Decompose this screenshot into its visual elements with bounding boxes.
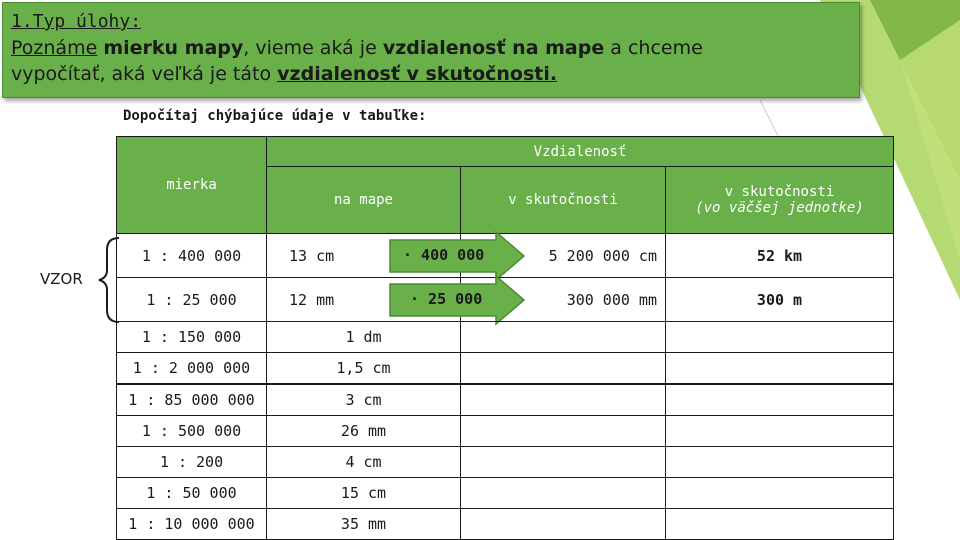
map-cell: 35 mm — [266, 508, 461, 540]
answer-real-big-cell[interactable] — [665, 384, 894, 416]
answer-real-cell[interactable] — [460, 446, 666, 478]
arrow-factor-label: · 25 000 — [410, 290, 483, 308]
vzor-bracket-icon — [95, 234, 125, 324]
col-header-scale: mierka — [116, 136, 267, 234]
scale-cell: 1 : 85 000 000 — [116, 384, 267, 416]
col-header-real: v skutočnosti — [460, 166, 666, 234]
col-header-real-big: v skutočnosti (vo väčšej jednotke) — [665, 166, 894, 234]
answer-real-big-cell[interactable] — [665, 415, 894, 447]
map-cell: 1 dm — [266, 321, 461, 353]
map-cell: 4 cm — [266, 446, 461, 478]
example-real-big-cell: 52 km — [665, 233, 894, 278]
answer-real-big-cell[interactable] — [665, 321, 894, 353]
group-header-distance: Vzdialenosť — [266, 136, 894, 167]
map-cell: 26 mm — [266, 415, 461, 447]
map-cell: 15 cm — [266, 477, 461, 509]
example-scale-cell: 1 : 25 000 — [116, 277, 267, 322]
answer-real-cell[interactable] — [460, 415, 666, 447]
example-real-cell: 5 200 000 cm — [460, 233, 666, 278]
instruction-text: Dopočítaj chýbajúce údaje v tabuľke: — [123, 108, 427, 124]
scale-cell: 1 : 10 000 000 — [116, 508, 267, 540]
task-description-line1: Poznáme mierku mapy, vieme aká je vzdialenosť na mape a chceme — [11, 37, 703, 59]
answer-real-cell[interactable] — [460, 352, 666, 384]
col-header-map: na mape — [266, 166, 461, 234]
answer-real-big-cell[interactable] — [665, 446, 894, 478]
scale-cell: 1 : 500 000 — [116, 415, 267, 447]
task-header — [2, 2, 860, 98]
task-description-line2: vypočítať, aká veľká je táto vzdialenosť v skutočnosti. — [11, 63, 558, 85]
answer-real-cell[interactable] — [460, 384, 666, 416]
answer-real-cell[interactable] — [460, 477, 666, 509]
vzor-label: VZOR — [40, 270, 83, 288]
answer-real-big-cell[interactable] — [665, 352, 894, 384]
arrow-factor-label: · 400 000 — [403, 246, 485, 264]
scale-cell: 1 : 2 000 000 — [116, 352, 267, 384]
example-real-big-cell: 300 m — [665, 277, 894, 322]
scale-cell: 1 : 200 — [116, 446, 267, 478]
scale-cell: 1 : 150 000 — [116, 321, 267, 353]
map-cell: 3 cm — [266, 384, 461, 416]
answer-real-cell[interactable] — [460, 508, 666, 540]
example-map-cell: 13 cm — [266, 233, 461, 278]
answer-real-big-cell[interactable] — [665, 477, 894, 509]
task-title: 1.Typ úlohy: — [11, 11, 142, 32]
example-scale-cell: 1 : 400 000 — [116, 233, 267, 278]
answer-real-big-cell[interactable] — [665, 508, 894, 540]
answer-real-cell[interactable] — [460, 321, 666, 353]
example-real-cell: 300 000 mm — [460, 277, 666, 322]
example-map-cell: 12 mm — [266, 277, 461, 322]
scale-cell: 1 : 50 000 — [116, 477, 267, 509]
map-cell: 1,5 cm — [266, 352, 461, 384]
